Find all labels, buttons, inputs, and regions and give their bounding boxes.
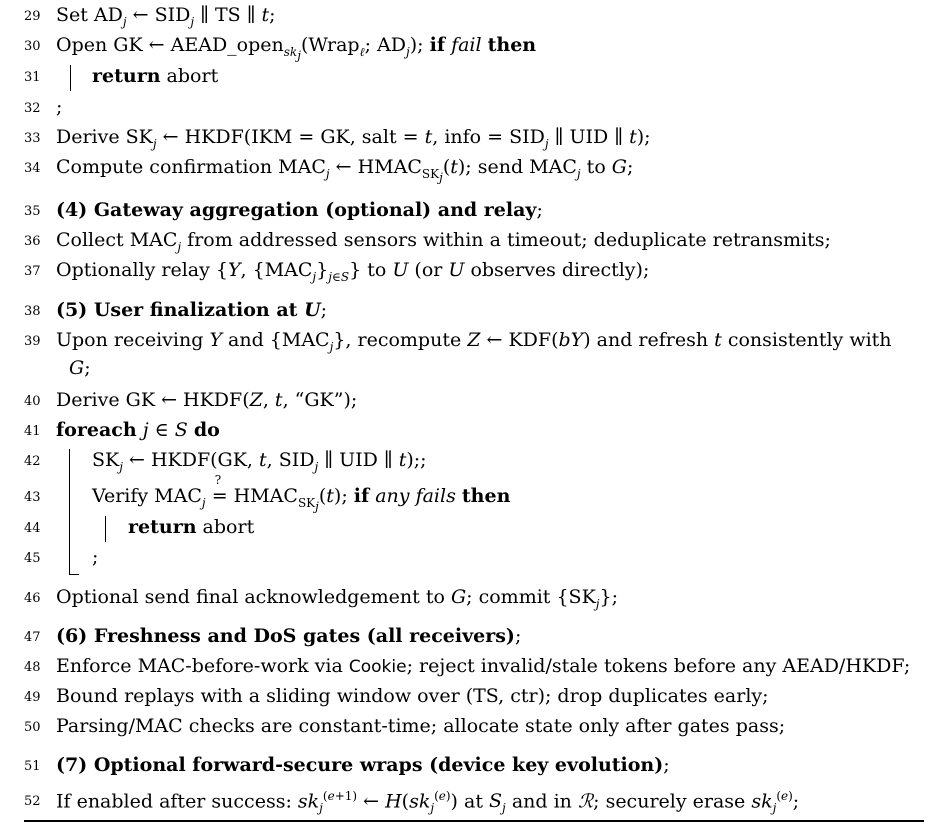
line-text: return abort xyxy=(128,516,255,538)
line-number: 32 xyxy=(24,101,41,116)
line-text: return abort xyxy=(92,65,219,87)
block-indent-bar xyxy=(69,449,70,574)
line-text: Collect $MAC_j$ from addressed sensors within a timeout; deduplicate retransmits; xyxy=(56,229,831,254)
line-number: 29 xyxy=(24,9,41,24)
line-number: 44 xyxy=(24,521,41,536)
line-text: Optionally relay {Y, $\{MAC_j\}_{j\in S}$} to U (or U observes directly); xyxy=(56,259,650,284)
line-number: 45 xyxy=(24,551,41,566)
line-text: ; xyxy=(92,546,99,568)
line-number: 50 xyxy=(24,720,41,735)
line-number: 47 xyxy=(24,630,41,645)
line-number: 48 xyxy=(24,660,41,675)
line-text: Derive $SK_j$ ← HKDF(IKM = GK, salt = t, info = $SID_j$ ∥ UID ∥ t); xyxy=(56,126,651,151)
line-number: 30 xyxy=(24,39,41,54)
section-heading: (4) Gateway aggregation (optional) and relay; xyxy=(56,199,543,221)
section-heading: (5) User finalization at U; xyxy=(56,299,328,321)
line-number: 35 xyxy=(24,204,41,219)
section-heading: (7) Optional forward-secure wraps (device key evolution); xyxy=(56,754,670,776)
line-text: Parsing/MAC checks are constant-time; allocate state only after gates pass; xyxy=(56,715,786,737)
line-number: 49 xyxy=(24,690,41,705)
line-number: 31 xyxy=(24,70,41,85)
line-text: If enabled after success: $sk_j^{(e+1)}$ ← $H(sk_j^{(e)})$ at $S_j$ and in ℛ; securely erase $sk_j^{(e)}$; xyxy=(56,789,800,816)
line-number: 41 xyxy=(24,424,41,439)
section-heading: (6) Freshness and DoS gates (all receivers); xyxy=(56,625,522,647)
line-text: Optional send final acknowledgement to G; commit $\{SK_j\}$; xyxy=(56,586,618,611)
line-text: Compute confirmation $MAC_j$ ← $HMAC_{SK_j}(t)$; send $MAC_j$ to G; xyxy=(56,156,634,185)
line-number: 43 xyxy=(24,490,41,505)
line-text: Verify $MAC_j$ = ? $HMAC_{SK_j}(t)$; if any fails then xyxy=(92,473,511,514)
line-number: 38 xyxy=(24,304,41,319)
line-number: 42 xyxy=(24,454,41,469)
block-indent-bar xyxy=(70,65,71,91)
line-text: Bound replays with a sliding window over (TS, ctr); drop duplicates early; xyxy=(56,685,769,707)
line-text: Enforce MAC-before-work via Cookie; reject invalid/stale tokens before any AEAD/HKDF; xyxy=(56,655,911,677)
line-text: foreach j ∈ S do xyxy=(56,419,220,441)
line-text: $SK_j$ ← HKDF(GK, t, $SID_j$ ∥ UID ∥ t);; xyxy=(92,449,427,474)
block-indent-bar xyxy=(105,516,106,542)
line-number: 36 xyxy=(24,234,41,249)
line-number: 33 xyxy=(24,131,41,146)
line-number: 37 xyxy=(24,264,41,279)
line-text: Open GK ← AEAD_open$_{sk_j}$(Wrap$_\ell$; $AD_j$); if fail then xyxy=(56,34,537,63)
line-text: ; xyxy=(56,96,63,118)
line-number: 46 xyxy=(24,591,41,606)
line-text: Set $AD_j$ ← $SID_j$ ∥ TS ∥ t; xyxy=(56,4,276,29)
line-text: Upon receiving Y and $\{MAC_j\}$, recompute Z ← KDF(bY) and refresh t consistently with xyxy=(56,329,892,354)
line-number: 40 xyxy=(24,394,41,409)
line-number: 39 xyxy=(24,334,41,349)
line-number: 52 xyxy=(24,794,41,809)
block-end-hook xyxy=(69,574,79,575)
line-text: Derive GK ← HKDF(Z, t, “GK”); xyxy=(56,389,358,411)
line-number: 51 xyxy=(24,759,41,774)
line-number: 34 xyxy=(24,161,41,176)
bottom-rule xyxy=(24,820,924,822)
line-text-continuation: G; xyxy=(69,357,91,379)
